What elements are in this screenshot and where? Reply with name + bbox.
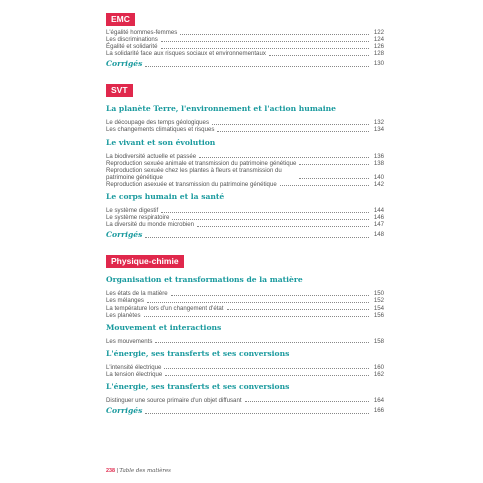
corriges-label: Corrigés (106, 230, 143, 240)
toc-entry[interactable] (106, 397, 384, 404)
dot-leader (227, 309, 369, 310)
toc-entry[interactable] (106, 221, 384, 228)
subsection-heading: L'énergie, ses transferts et ses conversions (106, 381, 290, 391)
toc-entry[interactable] (106, 364, 384, 371)
toc-entry[interactable] (106, 338, 384, 345)
entry-label: L'intensité électrique (106, 363, 162, 371)
dot-leader (199, 157, 369, 158)
table-of-contents (106, 9, 384, 427)
entry-page-number: 152 (373, 297, 384, 305)
toc-entry[interactable] (106, 167, 384, 181)
entry-page-number: 136 (373, 152, 384, 160)
entry-page-number: 132 (373, 119, 384, 127)
entry-label: Le système digestif (106, 207, 159, 215)
dot-leader (299, 164, 369, 165)
entry-label: Les discriminations (106, 36, 158, 44)
subsection-heading: L'énergie, ses transferts et ses conversions (106, 348, 290, 358)
dot-leader (269, 55, 369, 56)
entry-page-number: 138 (373, 159, 384, 167)
entry-label: Reproduction sexuée animale et transmission du patrimoine génétique (106, 159, 297, 167)
entry-page-number: 144 (373, 207, 384, 215)
toc-entry[interactable] (106, 371, 384, 378)
dot-leader (280, 185, 369, 186)
toc-entry[interactable] (106, 50, 384, 57)
subsection-heading: La planète Terre, l'environnement et l'action humaine (106, 104, 337, 114)
corriges-entry[interactable] (106, 406, 384, 416)
entry-page-number: 124 (373, 36, 384, 44)
entry-label: Égalité et solidarité (106, 43, 158, 51)
entry-label: La tension électrique (106, 370, 163, 378)
entry-page-number: 156 (373, 311, 384, 319)
toc-entry[interactable] (106, 153, 384, 160)
entry-page-number: 160 (373, 363, 384, 371)
dot-leader (145, 66, 369, 67)
entry-label: La solidarité face aux risques sociaux et environnementaux (106, 50, 266, 58)
dot-leader (245, 401, 369, 402)
entry-page-number: 134 (373, 126, 384, 134)
entry-label: La biodiversité actuelle et passée (106, 152, 197, 160)
dot-leader (165, 375, 369, 376)
toc-entry[interactable] (106, 214, 384, 221)
corriges-label: Corrigés (106, 406, 143, 416)
entry-page-number: 164 (373, 396, 384, 404)
dot-leader (147, 302, 369, 303)
entry-page-number: 142 (373, 180, 384, 188)
entry-page-number: 154 (373, 304, 384, 312)
dot-leader (212, 124, 369, 125)
toc-entry[interactable] (106, 207, 384, 214)
entry-label: Les mélanges (106, 297, 144, 305)
toc-section (106, 80, 384, 240)
entry-label: Les changements climatiques et risques (106, 126, 215, 134)
section-badge: EMC (106, 13, 135, 26)
corriges-label: Corrigés (106, 59, 143, 69)
footer-title: Table des matières (119, 468, 171, 474)
entry-page-number: 128 (373, 50, 384, 58)
entry-label: Le système respiratoire (106, 214, 170, 222)
dot-leader (161, 48, 370, 49)
toc-entry[interactable] (106, 43, 384, 50)
corriges-page-number: 166 (373, 407, 384, 415)
entry-page-number: 147 (373, 221, 384, 229)
toc-entry[interactable] (106, 126, 384, 133)
subsection-heading: Mouvement et interactions (106, 322, 222, 332)
entry-label: Les mouvements (106, 337, 153, 345)
corriges-entry[interactable] (106, 59, 384, 69)
entry-label: La température lors d'un changement d'état (106, 304, 224, 312)
toc-entry[interactable] (106, 160, 384, 167)
entry-page-number: 158 (373, 337, 384, 345)
dot-leader (155, 342, 369, 343)
entry-page-number: 140 (373, 173, 384, 181)
dot-leader (145, 413, 369, 414)
page-footer (106, 468, 171, 474)
dot-leader (299, 178, 369, 179)
toc-section (106, 9, 384, 69)
corriges-entry[interactable] (106, 230, 384, 240)
dot-leader (171, 295, 369, 296)
dot-leader (180, 34, 369, 35)
toc-entry[interactable] (106, 36, 384, 43)
toc-entry[interactable] (106, 290, 384, 297)
dot-leader (172, 219, 369, 220)
dot-leader (144, 316, 369, 317)
subsection-heading: Le vivant et son évolution (106, 137, 216, 147)
toc-entry[interactable] (106, 297, 384, 304)
entry-label: L'égalité hommes-femmes (106, 29, 178, 36)
subsection-heading: Le corps humain et la santé (106, 192, 225, 202)
corriges-page-number: 130 (373, 60, 384, 68)
toc-entry[interactable] (106, 181, 384, 188)
dot-leader (164, 368, 369, 369)
entry-page-number: 146 (373, 214, 384, 222)
toc-section (106, 251, 384, 416)
entry-page-number: 122 (373, 29, 384, 36)
page-number: 238 (106, 468, 115, 474)
entry-label: Les planètes (106, 311, 141, 319)
entry-label: Les états de la matière (106, 290, 168, 298)
entry-label: Reproduction sexuée chez les plantes à fleurs et transmission du patrimoine génétique (106, 166, 282, 181)
corriges-page-number: 148 (373, 231, 384, 239)
section-badge: SVT (106, 84, 133, 97)
dot-leader (161, 41, 369, 42)
section-badge: Physique-chimie (106, 255, 184, 268)
entry-label: La diversité du monde microbien (106, 221, 195, 229)
entry-label: Le découpage des temps géologiques (106, 119, 209, 127)
entry-label: Reproduction asexuée et transmission du patrimoine génétique (106, 180, 277, 188)
entry-page-number: 150 (373, 290, 384, 298)
footer-separator: | (116, 468, 118, 474)
entry-label: Distinguer une source primaire d'un objet diffusant (106, 396, 242, 404)
toc-entry[interactable] (106, 119, 384, 126)
dot-leader (197, 226, 369, 227)
entry-page-number: 126 (373, 43, 384, 51)
toc-entry[interactable] (106, 305, 384, 312)
toc-entry[interactable] (106, 29, 384, 36)
dot-leader (145, 237, 369, 238)
entry-page-number: 162 (373, 370, 384, 378)
subsection-heading: Organisation et transformations de la matière (106, 275, 303, 285)
toc-entry[interactable] (106, 312, 384, 319)
dot-leader (161, 212, 369, 213)
dot-leader (217, 131, 369, 132)
